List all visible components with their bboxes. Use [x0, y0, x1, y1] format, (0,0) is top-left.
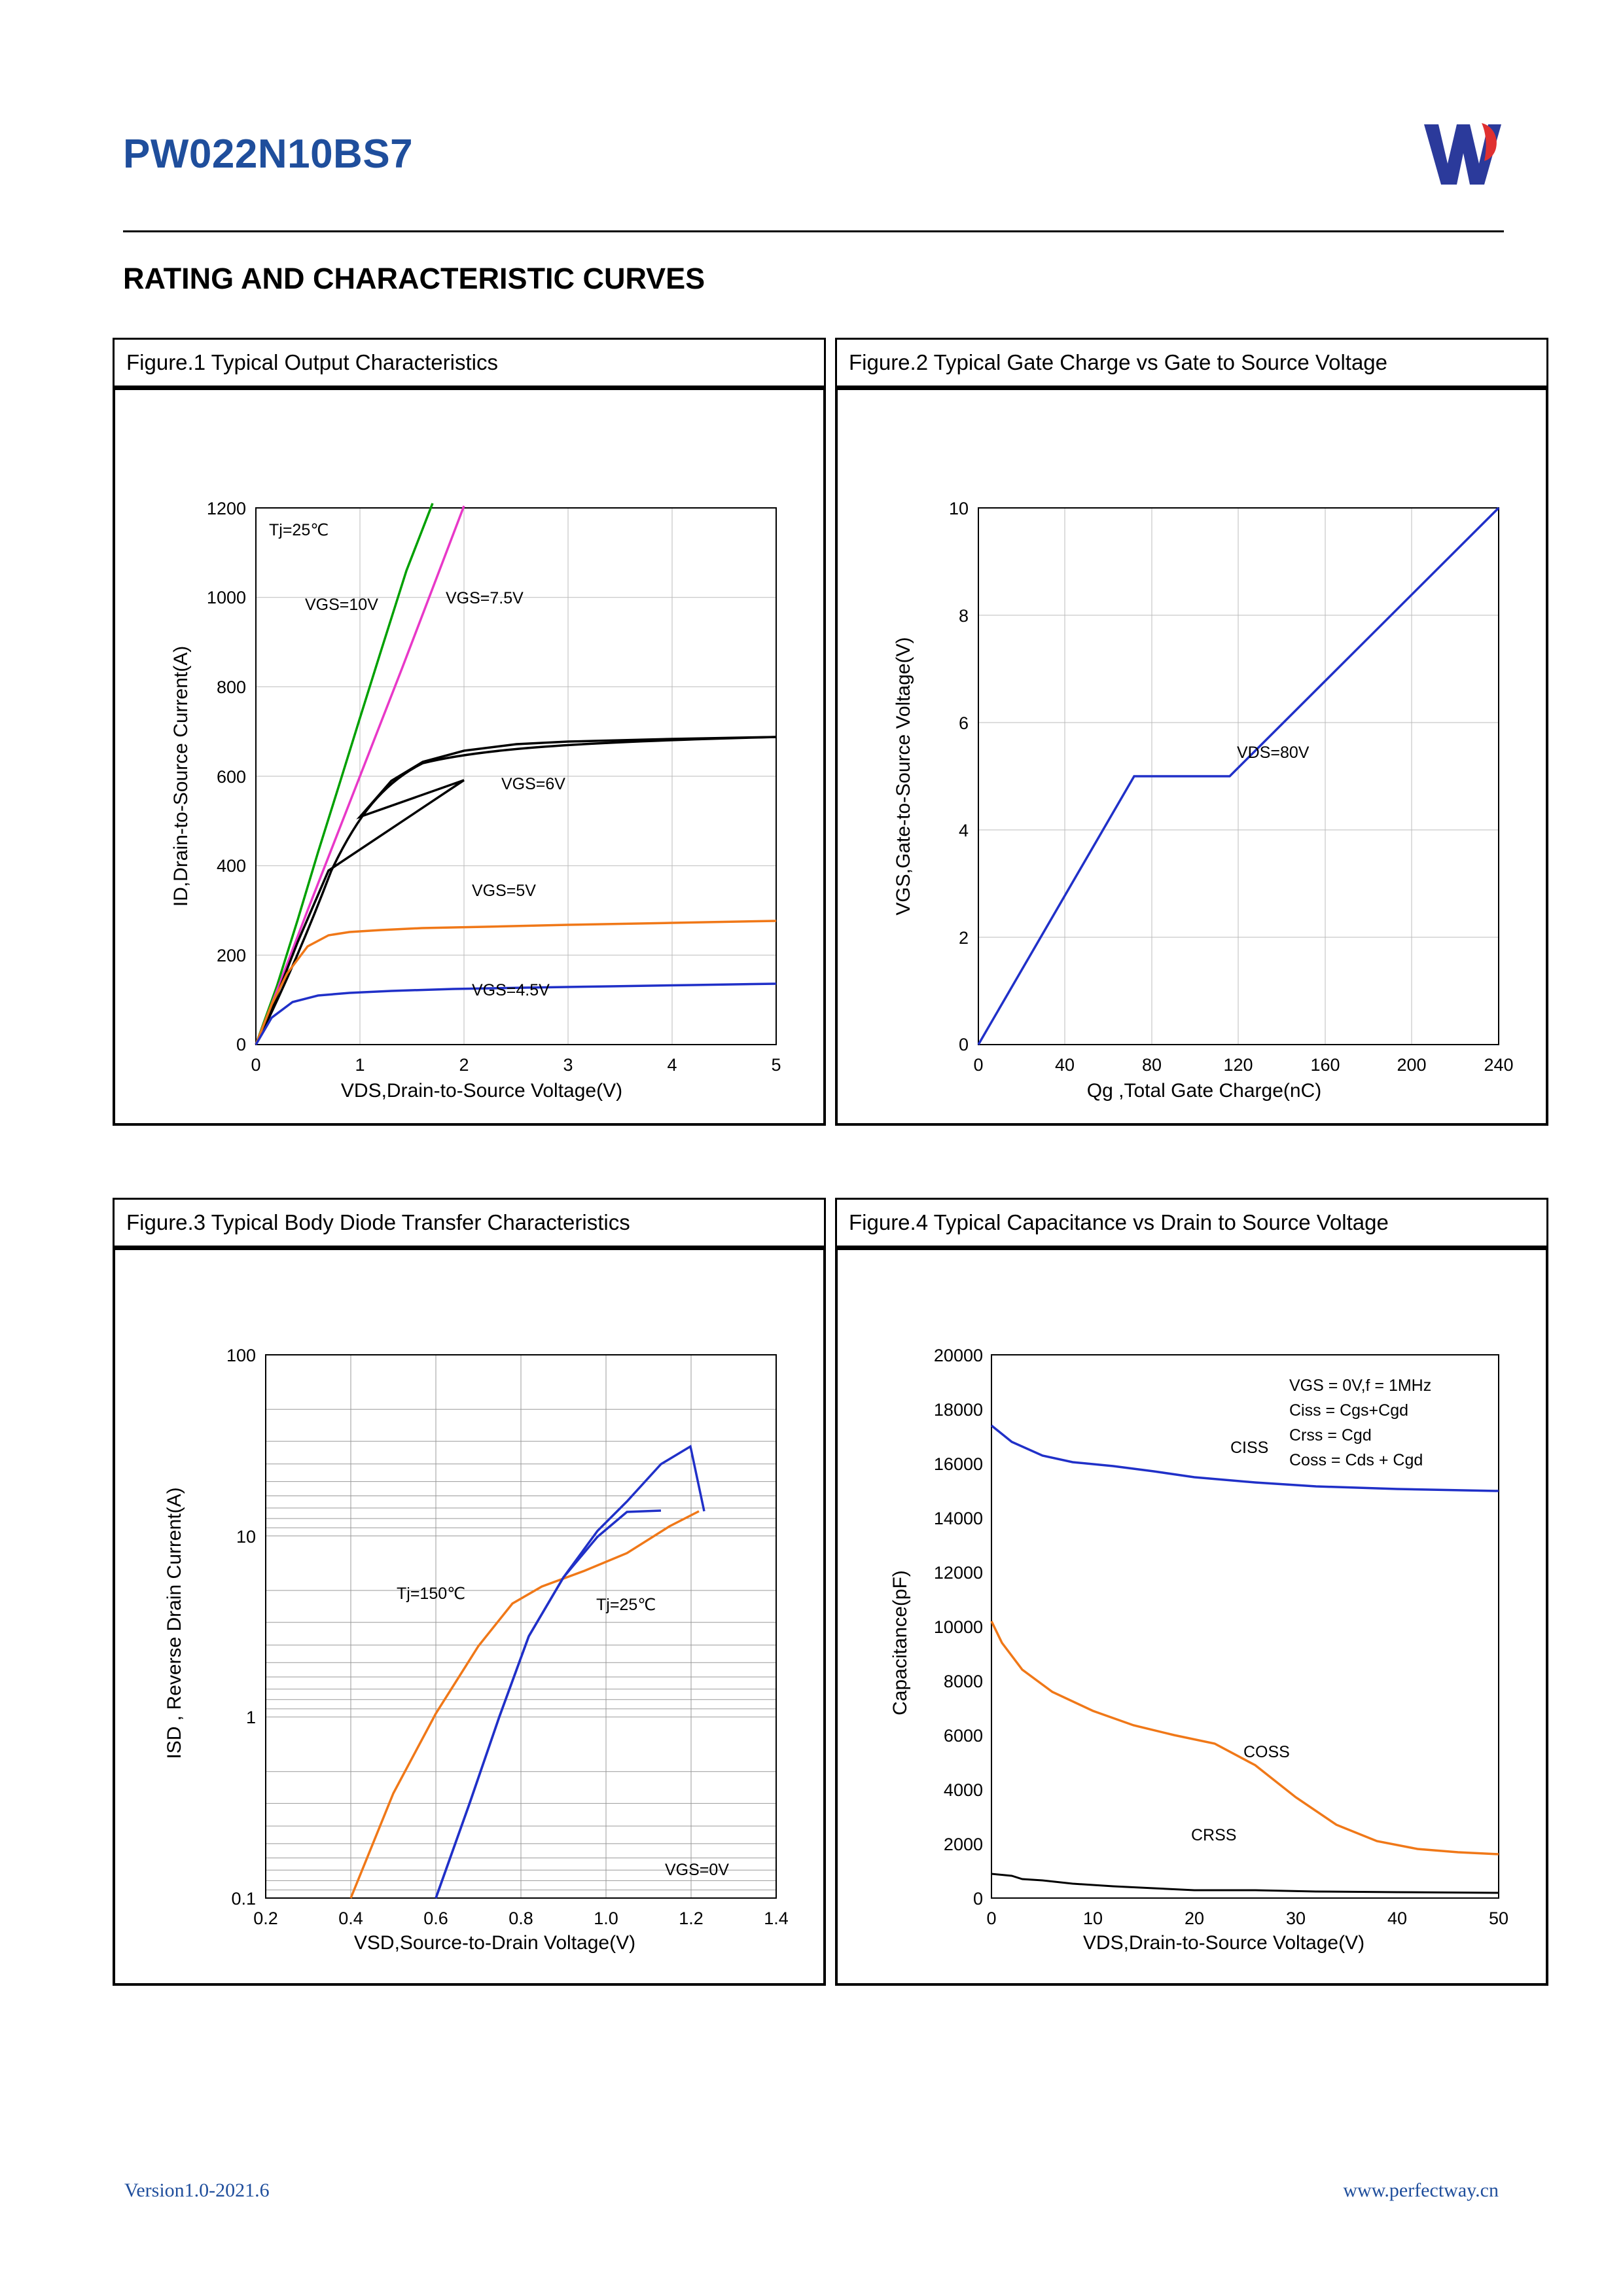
svg-text:2000: 2000	[943, 1835, 983, 1854]
svg-text:Coss = Cds + Cgd: Coss = Cds + Cgd	[1289, 1451, 1423, 1469]
svg-text:10: 10	[236, 1527, 256, 1547]
svg-text:VSD,Source-to-Drain Voltage(V): VSD,Source-to-Drain Voltage(V)	[353, 1932, 636, 1954]
svg-text:160: 160	[1310, 1055, 1340, 1075]
svg-text:6000: 6000	[943, 1726, 983, 1746]
svg-text:100: 100	[226, 1346, 256, 1365]
svg-text:0: 0	[973, 1055, 984, 1075]
svg-text:16000: 16000	[933, 1454, 983, 1474]
figure-2-caption-box	[835, 338, 1548, 387]
svg-text:Tj=25℃: Tj=25℃	[596, 1596, 656, 1614]
svg-text:VGS=5V: VGS=5V	[472, 882, 536, 900]
svg-text:20000: 20000	[933, 1346, 983, 1365]
svg-text:0.2: 0.2	[253, 1909, 278, 1928]
figure-1-plot	[115, 390, 823, 1123]
svg-text:VDS=80V: VDS=80V	[1237, 744, 1310, 762]
header-divider	[123, 230, 1504, 232]
footer-version: Version1.0-2021.6	[124, 2179, 270, 2201]
svg-text:0.6: 0.6	[423, 1909, 448, 1928]
svg-text:12000: 12000	[933, 1563, 983, 1583]
svg-text:Crss = Cgd: Crss = Cgd	[1289, 1426, 1372, 1444]
svg-text:VGS=6V: VGS=6V	[501, 775, 565, 793]
svg-text:0: 0	[972, 1889, 983, 1909]
svg-text:6: 6	[958, 713, 969, 733]
svg-text:120: 120	[1223, 1055, 1253, 1075]
part-number-title: PW022N10BS7	[123, 132, 414, 177]
svg-text:0: 0	[986, 1909, 997, 1928]
svg-text:Qg ,Total Gate Charge(nC): Qg ,Total Gate Charge(nC)	[1086, 1080, 1322, 1102]
svg-text:1: 1	[245, 1708, 256, 1727]
figure-3-caption: Figure.3 Typical Body Diode Transfer Characteristics	[126, 1210, 630, 1234]
figure-4-caption-box	[835, 1198, 1548, 1247]
svg-text:400: 400	[216, 856, 246, 876]
perfectway-logo	[1419, 117, 1504, 195]
svg-text:10000: 10000	[933, 1617, 983, 1637]
svg-text:0.8: 0.8	[508, 1909, 533, 1928]
svg-text:VGS=0V: VGS=0V	[665, 1861, 729, 1879]
svg-text:0.1: 0.1	[231, 1889, 256, 1909]
svg-text:VGS=7.5V: VGS=7.5V	[446, 589, 524, 607]
svg-text:200: 200	[216, 946, 246, 965]
figure-4-plot	[838, 1250, 1546, 1983]
svg-text:1.4: 1.4	[764, 1909, 789, 1928]
svg-text:VGS = 0V,f = 1MHz: VGS = 0V,f = 1MHz	[1289, 1376, 1432, 1395]
svg-text:800: 800	[216, 677, 246, 697]
svg-text:4: 4	[667, 1055, 677, 1075]
figure-3-plot	[115, 1250, 823, 1983]
svg-text:Tj=150℃: Tj=150℃	[397, 1585, 466, 1603]
svg-text:Capacitance(pF): Capacitance(pF)	[889, 1570, 911, 1715]
svg-text:CISS: CISS	[1230, 1439, 1269, 1457]
svg-text:40: 40	[1054, 1055, 1075, 1075]
svg-text:8: 8	[958, 606, 969, 626]
svg-text:20: 20	[1184, 1909, 1205, 1928]
svg-text:1.0: 1.0	[594, 1909, 618, 1928]
svg-text:CRSS: CRSS	[1191, 1826, 1237, 1844]
svg-text:1: 1	[355, 1055, 365, 1075]
svg-text:30: 30	[1285, 1909, 1306, 1928]
figure-2-plot	[838, 390, 1546, 1123]
svg-text:8000: 8000	[943, 1672, 983, 1691]
svg-text:0: 0	[251, 1055, 261, 1075]
svg-text:18000: 18000	[933, 1400, 983, 1420]
figure-2-caption: Figure.2 Typical Gate Charge vs Gate to Source Voltage	[849, 350, 1388, 374]
svg-text:VGS=4.5V: VGS=4.5V	[472, 981, 550, 999]
figure-1-caption: Figure.1 Typical Output Characteristics	[126, 350, 498, 374]
svg-text:5: 5	[771, 1055, 781, 1075]
svg-text:0: 0	[958, 1035, 969, 1054]
svg-text:50: 50	[1488, 1909, 1509, 1928]
svg-text:200: 200	[1397, 1055, 1427, 1075]
svg-text:COSS: COSS	[1243, 1743, 1290, 1761]
svg-text:ISD , Reverse Drain Current(A): ISD , Reverse Drain Current(A)	[164, 1487, 185, 1759]
footer-website: www.perfectway.cn	[1343, 2179, 1499, 2201]
svg-text:1000: 1000	[206, 588, 246, 607]
svg-text:14000: 14000	[933, 1509, 983, 1528]
svg-text:10: 10	[1082, 1909, 1103, 1928]
svg-text:2: 2	[459, 1055, 469, 1075]
svg-text:1.2: 1.2	[679, 1909, 704, 1928]
svg-text:VDS,Drain-to-Source Voltage(V): VDS,Drain-to-Source Voltage(V)	[340, 1080, 623, 1102]
svg-text:4000: 4000	[943, 1780, 983, 1800]
svg-text:600: 600	[216, 767, 246, 787]
svg-text:4: 4	[958, 821, 969, 840]
svg-text:ID,Drain-to-Source Current(A): ID,Drain-to-Source Current(A)	[170, 645, 192, 907]
svg-text:VGS,Gate-to-Source Voltage(V): VGS,Gate-to-Source Voltage(V)	[893, 637, 914, 916]
figure-1-caption-box	[113, 338, 826, 387]
svg-text:40: 40	[1387, 1909, 1408, 1928]
svg-text:VGS=10V: VGS=10V	[305, 596, 378, 614]
svg-text:VDS,Drain-to-Source Voltage(V): VDS,Drain-to-Source Voltage(V)	[1082, 1932, 1365, 1954]
svg-text:80: 80	[1141, 1055, 1162, 1075]
figure-3-caption-box	[113, 1198, 826, 1247]
svg-text:10: 10	[948, 499, 969, 518]
svg-text:0: 0	[236, 1035, 246, 1054]
figure-4-caption: Figure.4 Typical Capacitance vs Drain to Source Voltage	[849, 1210, 1389, 1234]
svg-text:Ciss = Cgs+Cgd: Ciss = Cgs+Cgd	[1289, 1401, 1409, 1420]
page-title: RATING AND CHARACTERISTIC CURVES	[123, 262, 705, 295]
svg-text:Tj=25℃: Tj=25℃	[269, 521, 329, 539]
svg-text:2: 2	[958, 928, 969, 948]
page-header	[123, 131, 1504, 203]
svg-text:240: 240	[1484, 1055, 1514, 1075]
svg-text:3: 3	[563, 1055, 573, 1075]
svg-text:0.4: 0.4	[338, 1909, 363, 1928]
svg-text:1200: 1200	[206, 499, 246, 518]
